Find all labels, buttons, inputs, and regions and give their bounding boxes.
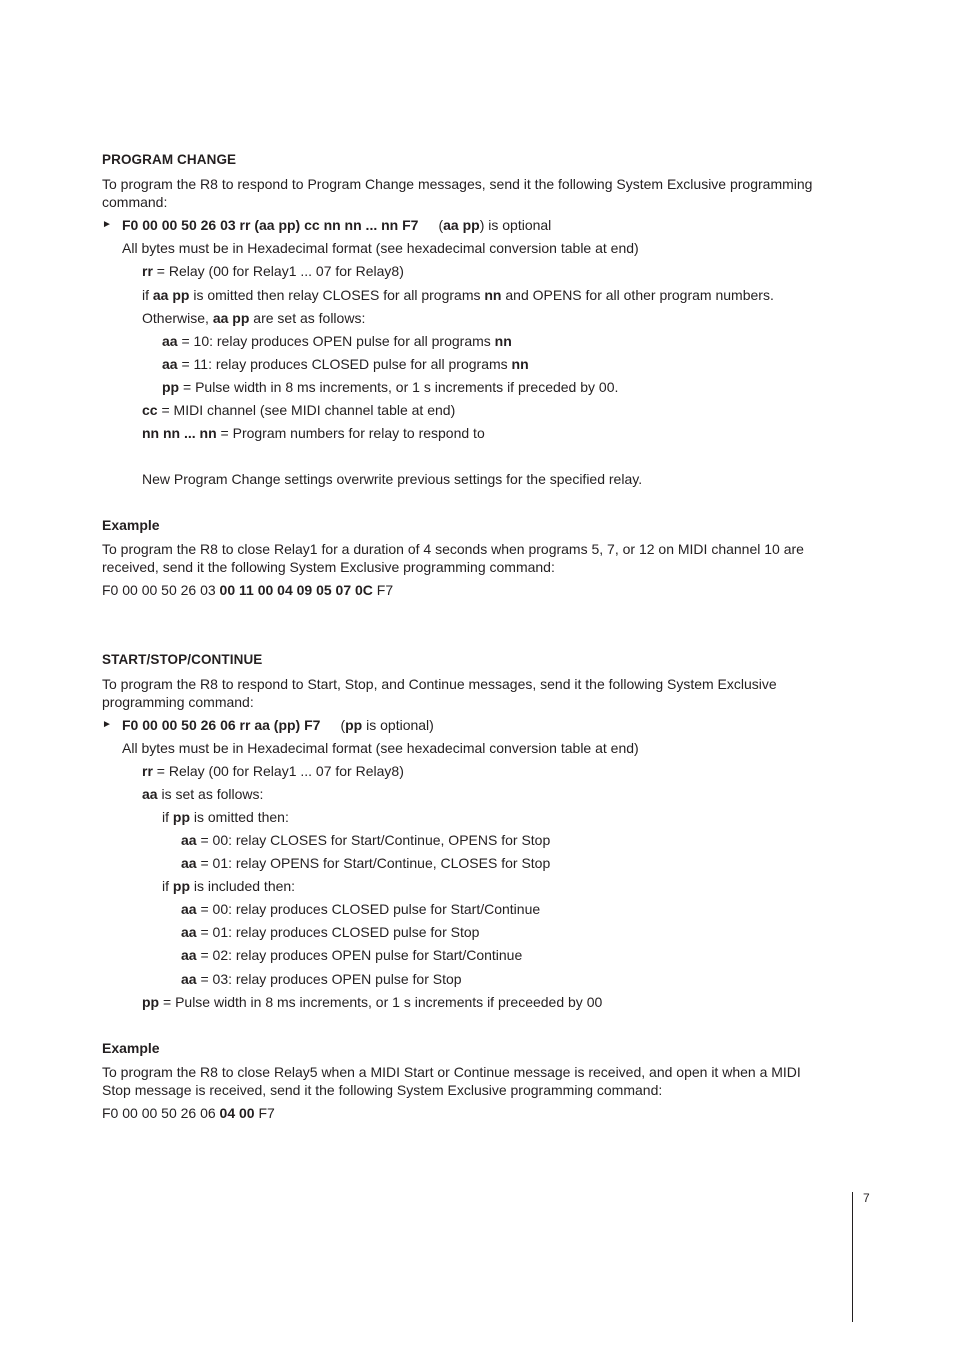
inc-02-line (181, 946, 522, 964)
page-number: 7 (863, 1191, 870, 1205)
inc-c: is included then: (190, 878, 296, 894)
omit-d: nn (484, 287, 502, 303)
optional-bold: aa pp (443, 217, 480, 233)
start-stop-example-text: To program the R8 to close Relay5 when a MIDI Start or Continue message is received, and open it when a MIDI (102, 1064, 801, 1080)
cc-desc: = MIDI channel (see MIDI channel table at end) (157, 402, 456, 418)
start-stop-heading: START/STOP/CONTINUE (102, 652, 263, 667)
i01-desc: = 01: relay produces CLOSED pulse for Stop (196, 924, 480, 940)
other-a: Otherwise, (142, 310, 213, 326)
nn-desc: = Program numbers for relay to respond to (216, 425, 485, 441)
optional-bold: pp (345, 717, 363, 733)
rr-desc: = Relay (00 for Relay1 ... 07 for Relay8) (152, 763, 404, 779)
rr-desc: = Relay (00 for Relay1 ... 07 for Relay8) (152, 263, 404, 279)
margin-rule (852, 1192, 853, 1322)
aa-line (142, 785, 263, 803)
program-change-example-heading: Example (102, 517, 160, 533)
i02-key: aa (181, 947, 197, 963)
rr-line (142, 262, 404, 280)
o00-desc: = 00: relay CLOSES for Start/Continue, OPENS for Stop (196, 832, 551, 848)
hex-note: All bytes must be in Hexadecimal format (see hexadecimal conversion table at end) (122, 740, 639, 756)
start-stop-intro-cont: programming command: (102, 694, 254, 710)
example-cmd-b: 00 11 00 04 09 05 07 0C (219, 582, 373, 598)
aa10-line (162, 332, 512, 350)
i03-desc: = 03: relay produces OPEN pulse for Stop (196, 971, 462, 987)
omit-e: and OPENS for all other program numbers. (501, 287, 774, 303)
other-c: are set as follows: (249, 310, 366, 326)
optional-rest: ) is optional (479, 217, 552, 233)
program-change-example-command (102, 581, 393, 599)
example-cmd-b: 04 00 (219, 1105, 255, 1121)
o00-key: aa (181, 832, 197, 848)
pp-line (162, 378, 618, 396)
aa-desc: is set as follows: (157, 786, 264, 802)
i03-key: aa (181, 971, 197, 987)
bullet-arrow-icon: ► (102, 719, 112, 730)
optional-open: ( (340, 717, 346, 733)
cc-key: cc (142, 402, 158, 418)
omit-a: if (162, 809, 173, 825)
rr-line (142, 762, 404, 780)
aa10-nn: nn (494, 333, 512, 349)
inc-a: if (162, 878, 173, 894)
program-change-intro: To program the R8 to respond to Program Change messages, send it the following System Exclusive programming (102, 176, 813, 192)
start-stop-example-text-cont: Stop message is received, send it the following System Exclusive programming command: (102, 1082, 663, 1098)
i01-key: aa (181, 924, 197, 940)
rr-key: rr (142, 763, 153, 779)
example-cmd-a: F0 00 00 50 26 03 (102, 582, 220, 598)
inc-03-line (181, 970, 462, 988)
aa11-key: aa (162, 356, 178, 372)
overwrite-note: New Program Change settings overwrite previous settings for the specified relay. (142, 471, 643, 487)
aa10-key: aa (162, 333, 178, 349)
start-stop-command: F0 00 00 50 26 06 rr aa (pp) F7 (122, 717, 321, 733)
omit-c: is omitted then relay CLOSES for all programs (189, 287, 485, 303)
nn-line (142, 424, 485, 442)
omit-line (142, 286, 774, 304)
omit-01-line (181, 854, 550, 872)
omit-00-line (181, 831, 550, 849)
pp-omitted-line (162, 808, 289, 826)
start-stop-example-heading: Example (102, 1040, 160, 1056)
program-change-command: F0 00 00 50 26 03 rr (aa pp) cc nn nn ... nn F7 (122, 217, 419, 233)
o01-key: aa (181, 855, 197, 871)
hex-note: All bytes must be in Hexadecimal format (see hexadecimal conversion table at end) (122, 240, 639, 256)
other-b: aa pp (212, 310, 250, 326)
example-cmd-c: F7 (372, 582, 394, 598)
i02-desc: = 02: relay produces OPEN pulse for Start/Continue (196, 947, 523, 963)
start-stop-intro: To program the R8 to respond to Start, Stop, and Continue messages, send it the following System Exclusive (102, 676, 777, 692)
aa10-desc: = 10: relay produces OPEN pulse for all programs (177, 333, 495, 349)
aa11-nn: nn (511, 356, 529, 372)
i00-key: aa (181, 901, 197, 917)
omit-a: if (142, 287, 153, 303)
inc-b: pp (172, 878, 190, 894)
otherwise-line (142, 309, 365, 327)
aa-key: aa (142, 786, 158, 802)
omit-b: aa pp (152, 287, 190, 303)
pp-included-line (162, 877, 295, 895)
bullet-arrow-icon: ► (102, 219, 112, 230)
aa11-line (162, 355, 529, 373)
aa11-desc: = 11: relay produces CLOSED pulse for all programs (177, 356, 512, 372)
program-change-example-text: To program the R8 to close Relay1 for a duration of 4 seconds when programs 5, 7, or 12 on MIDI channel 10 are (102, 541, 804, 557)
omit-c: is omitted then: (190, 809, 289, 825)
o01-desc: = 01: relay OPENS for Start/Continue, CLOSES for Stop (196, 855, 551, 871)
example-cmd-a: F0 00 00 50 26 06 (102, 1105, 220, 1121)
inc-00-line (181, 900, 540, 918)
pp-desc: = Pulse width in 8 ms increments, or 1 s increments if preceeded by 00 (159, 994, 603, 1010)
pp-desc: = Pulse width in 8 ms increments, or 1 s increments if preceded by 00. (179, 379, 619, 395)
rr-key: rr (142, 263, 153, 279)
start-stop-example-command (102, 1104, 275, 1122)
pp-key: pp (162, 379, 180, 395)
start-stop-command-line (122, 716, 434, 734)
program-change-command-line (122, 216, 551, 234)
pp-line (142, 993, 602, 1011)
program-change-example-text-cont: received, send it the following System Exclusive programming command: (102, 559, 555, 575)
program-change-intro-cont: command: (102, 194, 168, 210)
nn-key: nn nn ... nn (142, 425, 217, 441)
inc-01-line (181, 923, 479, 941)
cc-line (142, 401, 455, 419)
optional-rest: is optional) (362, 717, 434, 733)
omit-b: pp (172, 809, 190, 825)
i00-desc: = 00: relay produces CLOSED pulse for Start/Continue (196, 901, 541, 917)
pp-key: pp (142, 994, 160, 1010)
optional-open: ( (438, 217, 444, 233)
example-cmd-c: F7 (254, 1105, 275, 1121)
program-change-heading: PROGRAM CHANGE (102, 152, 237, 167)
